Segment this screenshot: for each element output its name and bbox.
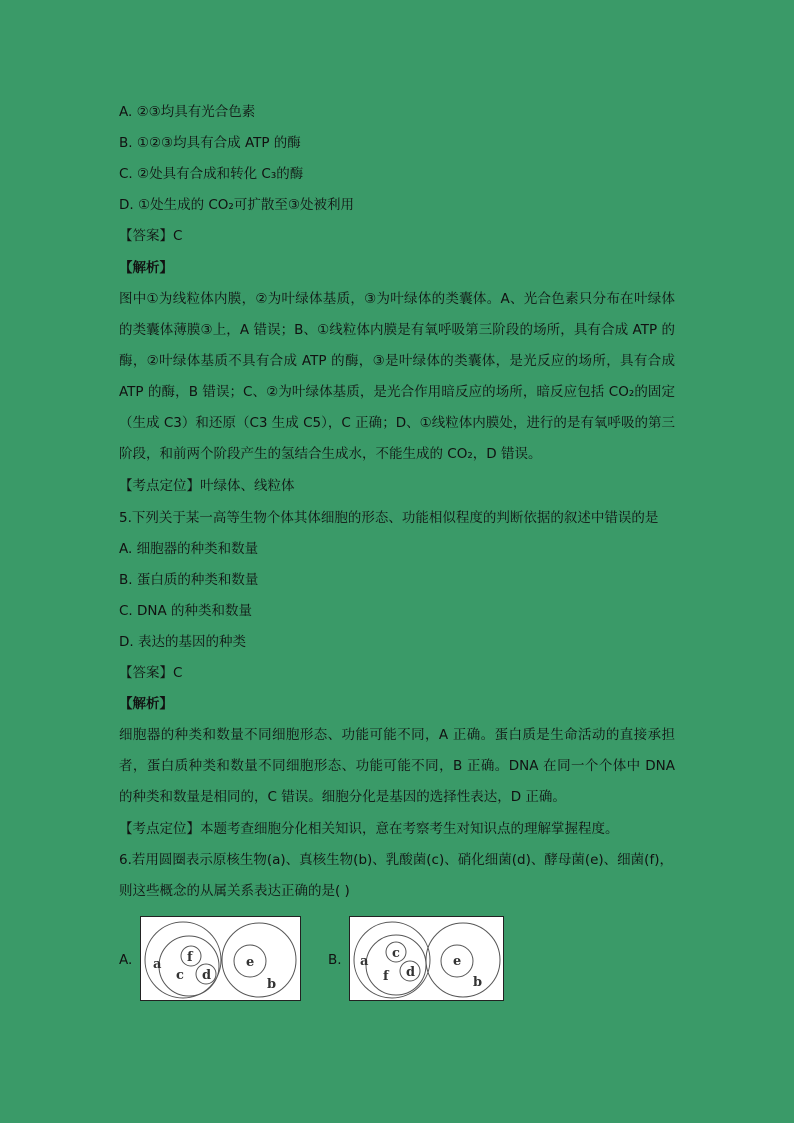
label-f: f	[383, 969, 389, 984]
label-e: e	[246, 955, 255, 970]
q6-stem-line2: 则这些概念的从属关系表达正确的是( )	[119, 883, 350, 899]
label-c: c	[176, 968, 184, 983]
q4-option-c: C. ②处具有合成和转化 C₃的酶	[119, 166, 304, 182]
q5-topic: 【考点定位】本题考查细胞分化相关知识，意在考察考生对知识点的理解掌握程度。	[119, 821, 619, 837]
q5-analysis: 细胞器的种类和数量不同细胞形态、功能可能不同，A 正确。蛋白质是生命活动的直接承担者，蛋白质种类和数量不同细胞形态、功能可能不同，B 正确。DNA 在同一个个体中 DNA 的种类和数量是相同的，C 错误。细胞分化是基因的选择性表达，D 正确。	[119, 727, 675, 805]
label-e: e	[453, 954, 462, 969]
venn-diagram-b	[350, 917, 503, 1000]
q6-stem-line1: 6.若用圆圈表示原核生物(a)、真核生物(b)、乳酸菌(c)、硝化细菌(d)、酵母菌(e)、细菌(f)，	[119, 852, 673, 868]
q6-diagram-a	[140, 916, 301, 1001]
q5-answer: 【答案】C	[119, 665, 183, 681]
q5-analysis-title: 【解析】	[119, 696, 173, 712]
q4-analysis: 图中①为线粒体内膜，②为叶绿体基质，③为叶绿体的类囊体。A、光合色素只分布在叶绿体的类囊体薄膜③上，A 错误；B、①线粒体内膜是有氧呼吸第三阶段的场所，具有合成 ATP 的酶，②叶绿体基质不具有合成 ATP 的酶，③是叶绿体的类囊体，是光反应的场所，具有合成 ATP 的酶，B 错误；C、②为叶绿体基质，是光合作用暗反应的场所，暗反应包括 CO₂的固定（生成 C3）和还原（C3 生成 C5），C 正确；D、①线粒体内膜处，进行的是有氧呼吸的第三阶段，和前两个阶段产生的氢结合生成水，不能生成的 CO₂，D 错误。	[119, 291, 675, 462]
q4-analysis-title: 【解析】	[119, 260, 173, 276]
q4-topic: 【考点定位】叶绿体、线粒体	[119, 478, 295, 494]
circle-f	[366, 935, 426, 995]
label-b: b	[473, 975, 483, 990]
circle-b	[426, 923, 500, 997]
q6-diagram-b	[349, 916, 504, 1001]
q5-option-b: B. 蛋白质的种类和数量	[119, 572, 259, 588]
q5-stem: 5.下列关于某一高等生物个体其体细胞的形态、功能相似程度的判断依据的叙述中错误的是	[119, 510, 659, 526]
label-f: f	[187, 950, 193, 965]
label-b: b	[267, 977, 277, 992]
q4-option-d: D. ①处生成的 CO₂可扩散至③处被利用	[119, 197, 354, 213]
q6-option-b-label: B.	[328, 952, 342, 968]
q4-option-a: A. ②③均具有光合色素	[119, 104, 256, 120]
q5-option-c: C. DNA 的种类和数量	[119, 603, 253, 619]
label-d: d	[406, 965, 416, 980]
label-d: d	[202, 968, 212, 983]
label-a: a	[360, 954, 369, 969]
circle-b	[222, 923, 296, 997]
label-c: c	[392, 946, 400, 961]
label-a: a	[153, 957, 162, 972]
q5-option-a: A. 细胞器的种类和数量	[119, 541, 259, 557]
q6-option-a-label: A.	[119, 952, 133, 968]
q4-answer: 【答案】C	[119, 228, 183, 244]
venn-diagram-a	[141, 917, 300, 1000]
q5-option-d: D. 表达的基因的种类	[119, 634, 246, 650]
q4-option-b: B. ①②③均具有合成 ATP 的酶	[119, 135, 301, 151]
